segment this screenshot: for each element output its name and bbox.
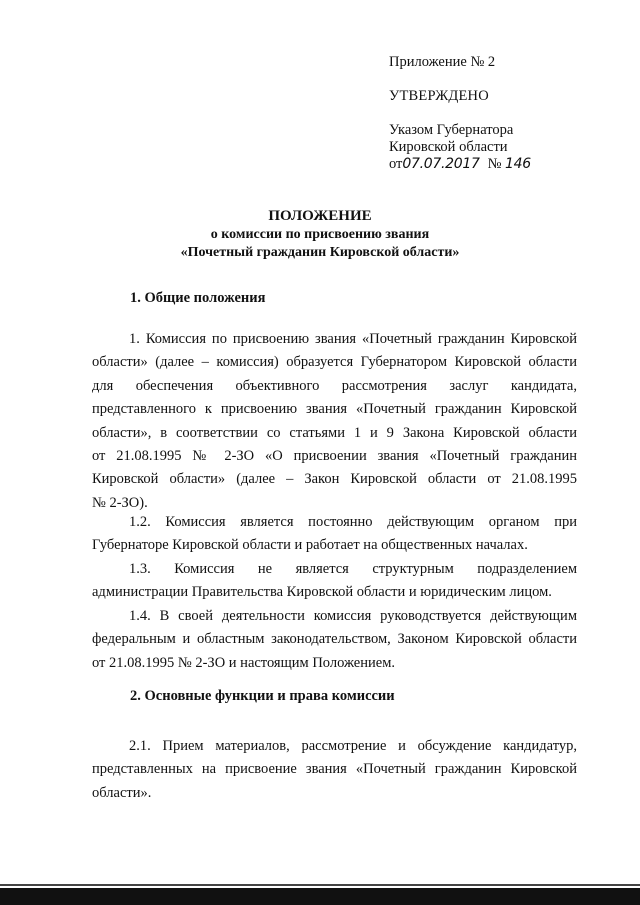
text-line: от 21.08.1995 № 2-ЗО «О присвоении звания «Почетный гражданин	[92, 447, 577, 464]
handwritten-number: 146	[505, 156, 531, 172]
text-line: области».	[92, 784, 152, 801]
approval-stamp-block	[389, 54, 629, 173]
section-heading-1: 1. Общие положения	[130, 290, 266, 306]
paragraph-1-4	[92, 605, 577, 675]
section-heading-2: 2. Основные функции и права комиссии	[130, 688, 395, 704]
text-line: от 21.08.1995 № 2-ЗО и настоящим Положением.	[92, 654, 395, 671]
decree-line-2: Кировской области	[389, 139, 508, 155]
document-title	[0, 207, 640, 262]
appendix-label: Приложение № 2	[389, 54, 496, 70]
text-line: представленных на присвоение звания «Почетный гражданин Кировской	[92, 761, 577, 778]
decree-date-line	[389, 156, 629, 173]
title-line-3: «Почетный гражданин Кировской области»	[180, 245, 460, 260]
text-line: № 2-ЗО).	[92, 494, 148, 511]
approved-label: УТВЕРЖДЕНО	[389, 88, 489, 104]
text-line: администрации Правительства Кировской области и юридическим лицом.	[92, 584, 552, 601]
title-line-2: о комиссии по присвоению звания	[210, 227, 430, 242]
text-line: Губернаторе Кировской области и работает на общественных началах.	[92, 537, 528, 554]
text-line: области», в соответствии со статьями 1 и 9 Закона Кировской области	[92, 424, 577, 441]
decree-line-1: Указом Губернатора	[389, 122, 514, 138]
text-line: области» (далее – комиссия) образуется Губернатором Кировской области	[92, 354, 577, 371]
paragraph-1-1	[92, 328, 577, 515]
scan-edge-line	[0, 884, 640, 886]
text-line: 1.2. Комиссия является постоянно действующим органом при	[129, 514, 577, 530]
text-line: 2.1. Прием материалов, рассмотрение и обсуждение кандидатур,	[129, 738, 577, 754]
text-line: федеральным и областным законодательством, Законом Кировской области	[92, 631, 577, 648]
paragraph-1-3	[92, 558, 577, 605]
text-line: для обеспечения объективного рассмотрения заслуг кандидата,	[92, 377, 577, 394]
date-prefix: от	[389, 156, 403, 172]
text-line: Кировской области» (далее – Закон Кировской области от 21.08.1995	[92, 471, 577, 488]
scan-edge-bar	[0, 888, 640, 905]
paragraph-1-2	[92, 511, 577, 558]
paragraph-2-1	[92, 735, 577, 805]
text-line: 1.4. В своей деятельности комиссия руководствуется действующим	[129, 608, 577, 624]
text-line: представленного к присвоению звания «Почетный гражданин Кировской	[92, 401, 577, 418]
title-main: ПОЛОЖЕНИЕ	[268, 208, 372, 224]
handwritten-date: 07.07.2017	[402, 156, 480, 172]
number-sign: №	[487, 156, 502, 172]
text-line: 1. Комиссия по присвоению звания «Почетный гражданин Кировской	[129, 331, 577, 347]
text-line: 1.3. Комиссия не является структурным подразделением	[129, 561, 577, 577]
decree-reference	[389, 122, 629, 173]
